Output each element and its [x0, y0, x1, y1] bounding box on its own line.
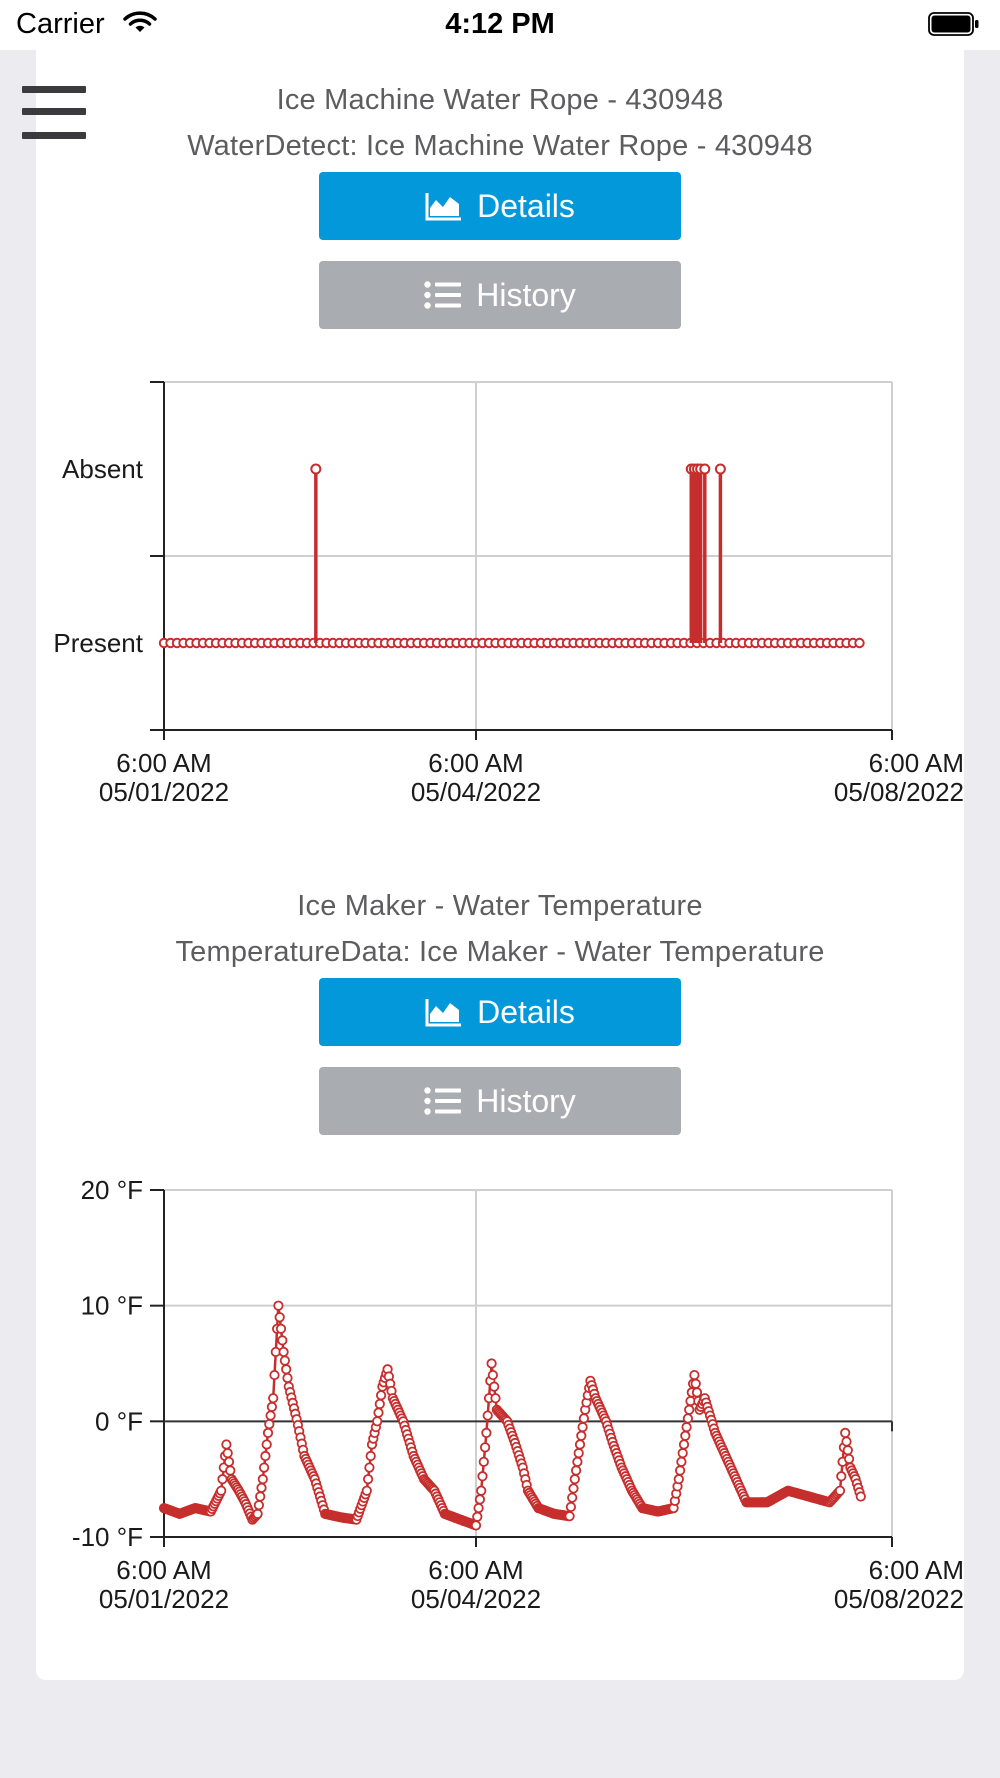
- carrier-label: Carrier: [16, 8, 105, 40]
- data-point: [269, 1394, 277, 1402]
- data-point: [474, 1504, 482, 1512]
- data-point: [282, 1365, 290, 1373]
- data-point: [376, 1400, 384, 1408]
- y-tick-label: Present: [53, 628, 143, 658]
- data-point: [478, 1472, 486, 1480]
- y-tick-label: 0 °F: [95, 1406, 143, 1437]
- data-point: [278, 1336, 286, 1344]
- x-tick-date: 05/01/2022: [98, 777, 230, 807]
- data-point: [268, 1403, 276, 1411]
- data-point: [225, 1458, 233, 1466]
- data-point: [837, 1472, 845, 1480]
- data-point: [257, 1484, 265, 1492]
- data-point: [491, 1394, 499, 1402]
- data-point: [364, 1475, 372, 1483]
- sensor-title: Ice Machine Water Rope - 430948: [276, 84, 724, 116]
- menu-icon-bar: [22, 108, 86, 115]
- sensor-title: Ice Maker - Water Temperature: [297, 890, 703, 922]
- data-point: [260, 1463, 268, 1471]
- data-point: [571, 1475, 579, 1483]
- data-point: [692, 1380, 700, 1388]
- data-point: [482, 1429, 490, 1437]
- data-point: [365, 1463, 373, 1471]
- data-point: [477, 1487, 485, 1495]
- data-point: [682, 1423, 690, 1431]
- data-point: [279, 1348, 287, 1356]
- data-point: [690, 1371, 698, 1379]
- data-point: [577, 1432, 585, 1440]
- data-point: [716, 465, 725, 474]
- data-point: [476, 1495, 484, 1503]
- data-point: [842, 1437, 850, 1445]
- temperature-chart: [0, 1170, 1000, 1614]
- data-point: [373, 1417, 381, 1425]
- data-point: [684, 1414, 692, 1422]
- water-detect-chart: [0, 370, 1000, 810]
- data-point: [265, 1420, 273, 1428]
- data-point: [255, 1501, 263, 1509]
- data-point: [481, 1443, 489, 1451]
- data-point: [367, 1452, 375, 1460]
- status-bar: [0, 0, 1000, 50]
- x-tick-time: 6:00 AM: [116, 1555, 212, 1585]
- data-point: [677, 1458, 685, 1466]
- data-point: [575, 1449, 583, 1457]
- data-point: [676, 1466, 684, 1474]
- menu-button[interactable]: [22, 84, 88, 144]
- x-tick-time: 6:00 AM: [868, 1555, 964, 1585]
- data-point: [490, 1382, 498, 1390]
- data-point: [841, 1429, 849, 1437]
- clock: 4:12 PM: [445, 8, 555, 40]
- data-point: [218, 1475, 226, 1483]
- data-point: [277, 1325, 285, 1333]
- y-tick-label: -10 °F: [71, 1522, 143, 1552]
- data-point: [484, 1411, 492, 1419]
- data-point: [217, 1487, 225, 1495]
- details-button[interactable]: [319, 978, 681, 1046]
- data-point: [473, 1513, 481, 1521]
- data-point: [844, 1446, 852, 1454]
- battery-icon: [928, 12, 980, 36]
- data-point: [259, 1475, 267, 1483]
- area-chart-icon: [425, 997, 463, 1027]
- data-point: [489, 1371, 497, 1379]
- x-tick-date: 05/08/2022: [833, 777, 964, 807]
- x-tick-time: 6:00 AM: [868, 748, 964, 778]
- menu-icon: [22, 86, 86, 93]
- data-point: [363, 1487, 371, 1495]
- data-point: [283, 1374, 291, 1382]
- y-tick-label: 10 °F: [80, 1290, 143, 1321]
- data-point: [263, 1440, 271, 1448]
- y-tick-label: 20 °F: [80, 1175, 143, 1205]
- data-point: [270, 1371, 278, 1379]
- data-point: [567, 1503, 575, 1511]
- data-point: [266, 1411, 274, 1419]
- x-tick-time: 6:00 AM: [428, 748, 524, 778]
- data-point: [565, 1512, 573, 1520]
- details-button[interactable]: [319, 172, 681, 240]
- data-point: [264, 1429, 272, 1437]
- x-tick-date: 05/08/2022: [833, 1584, 964, 1614]
- data-point: [680, 1440, 688, 1448]
- history-button[interactable]: [319, 261, 681, 329]
- data-point: [281, 1356, 289, 1364]
- data-point: [573, 1458, 581, 1466]
- data-point: [700, 465, 709, 474]
- data-point: [377, 1391, 385, 1399]
- data-point: [845, 1455, 853, 1463]
- data-point: [572, 1466, 580, 1474]
- data-point: [311, 465, 320, 474]
- data-point: [569, 1484, 577, 1492]
- data-point: [256, 1492, 264, 1500]
- data-point: [226, 1466, 234, 1474]
- data-point: [472, 1521, 480, 1529]
- data-point: [222, 1440, 230, 1448]
- list-icon: [424, 281, 462, 309]
- data-point: [855, 639, 863, 647]
- data-point: [487, 1359, 495, 1367]
- data-point: [580, 1414, 588, 1422]
- details-label: Details: [477, 187, 575, 224]
- data-point: [693, 1388, 701, 1396]
- x-tick-date: 05/04/2022: [410, 1584, 542, 1614]
- data-point: [675, 1475, 683, 1483]
- history-label: History: [476, 1082, 576, 1119]
- history-button[interactable]: [319, 1067, 681, 1135]
- data-point: [224, 1449, 232, 1457]
- sensor-subtitle: WaterDetect: Ice Machine Water Rope - 430948: [187, 130, 813, 162]
- data-point: [253, 1510, 261, 1518]
- data-point: [578, 1423, 586, 1431]
- x-tick-date: 05/04/2022: [410, 777, 542, 807]
- data-point: [681, 1432, 689, 1440]
- data-point: [836, 1487, 844, 1495]
- area-chart-icon: [425, 191, 463, 221]
- data-point: [568, 1493, 576, 1501]
- details-label: Details: [477, 993, 575, 1030]
- data-point: [480, 1458, 488, 1466]
- list-icon: [424, 1087, 462, 1115]
- data-point: [274, 1301, 282, 1309]
- data-point: [685, 1406, 693, 1414]
- y-tick-label: Absent: [62, 454, 143, 484]
- data-point: [276, 1313, 284, 1321]
- data-point: [374, 1408, 382, 1416]
- data-point: [576, 1440, 584, 1448]
- x-tick-date: 05/01/2022: [98, 1584, 230, 1614]
- data-point: [261, 1452, 269, 1460]
- data-point: [679, 1449, 687, 1457]
- x-tick-time: 6:00 AM: [428, 1555, 524, 1585]
- data-point: [857, 1492, 865, 1500]
- x-tick-time: 6:00 AM: [116, 748, 212, 778]
- menu-icon-bar: [22, 132, 86, 139]
- sensor-subtitle: TemperatureData: Ice Maker - Water Temperature: [175, 936, 825, 968]
- history-label: History: [476, 276, 576, 313]
